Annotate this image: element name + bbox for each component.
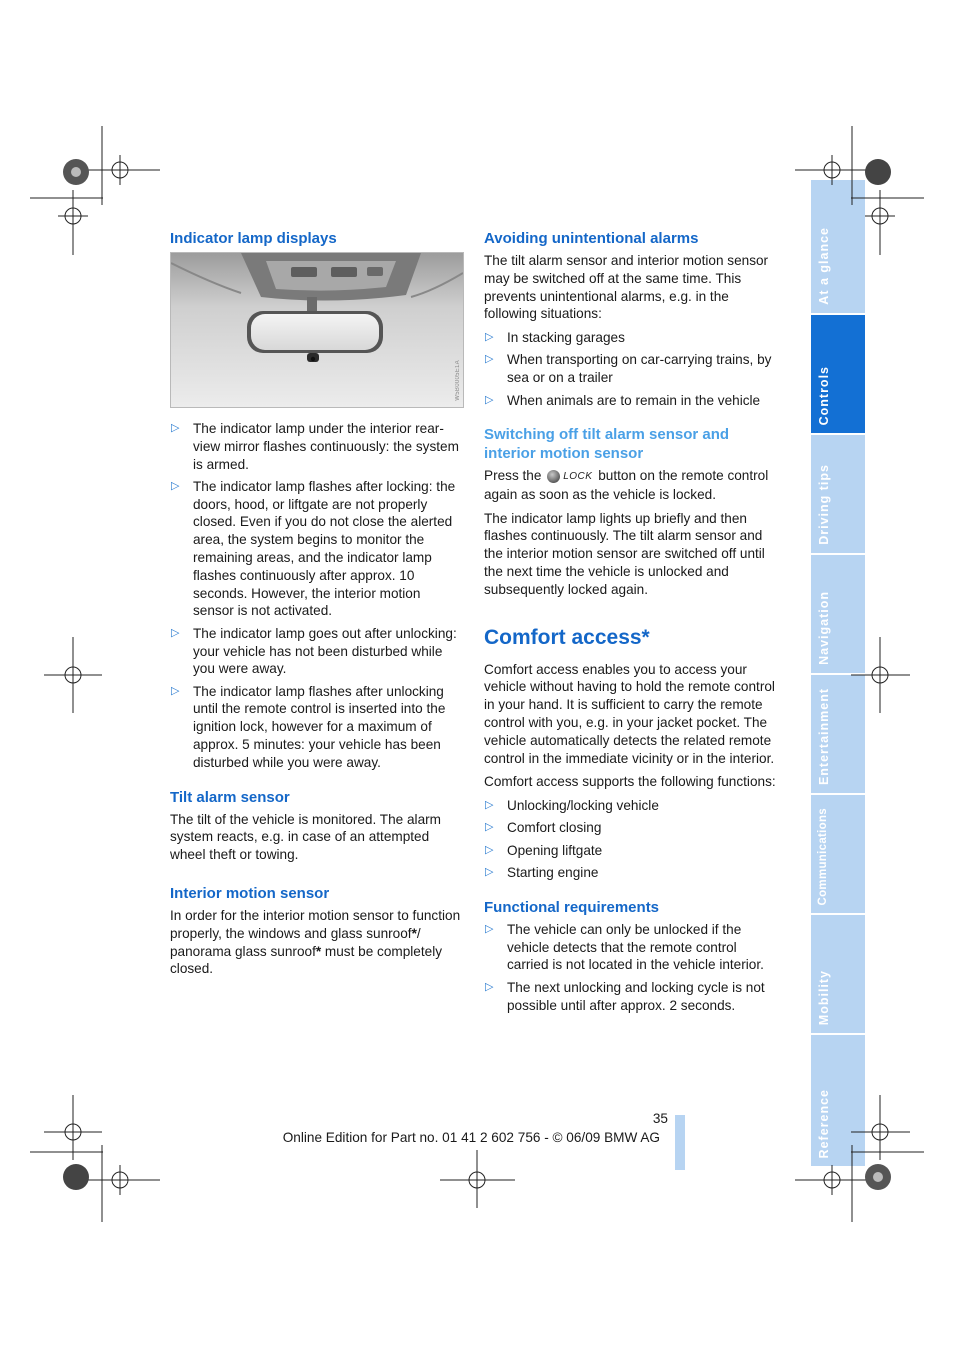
bullet-triangle-icon: ▷ xyxy=(485,353,494,366)
list-item: ▷ The indicator lamp flashes after locking: the doors, hood, or liftgate are not properly closed. Even if you do not close the alerted area, the system begins to monitor the remaining areas, and the indicator lamp flashes continuously after approx. 10 seconds. However, the interior motion sensor is not activated. xyxy=(171,478,456,619)
bullet-triangle-icon: ▷ xyxy=(171,684,180,697)
list-item: ▷ When animals are to remain in the vehicle xyxy=(485,392,761,408)
switch-off-heading: Switching off tilt alarm sensor and interior motion sensor xyxy=(484,426,730,463)
list-item: ▷ The indicator lamp goes out after unlocking: your vehicle has not been disturbed while you were away. xyxy=(171,625,457,677)
list-item: ▷ Opening liftgate xyxy=(485,842,603,858)
comfort-access-text-2: Comfort access supports the following functions: xyxy=(484,774,776,790)
bullet-triangle-icon: ▷ xyxy=(171,626,180,639)
bullet-triangle-icon: ▷ xyxy=(485,331,494,344)
tilt-alarm-heading: Tilt alarm sensor xyxy=(170,788,290,806)
page-number: 35 xyxy=(652,1111,668,1126)
bullet-triangle-icon: ▷ xyxy=(485,821,494,834)
list-item: ▷ The indicator lamp under the interior rear-view mirror flashes continuously: the system is armed. xyxy=(171,421,459,472)
figure-code: W5B0005E1A xyxy=(455,360,461,401)
bullet-triangle-icon: ▷ xyxy=(171,479,180,492)
bullet-triangle-icon: ▷ xyxy=(485,799,494,812)
interior-motion-text: In order for the interior motion sensor to function properly, the windows and glass sunroof*/ panorama glass sunroof* must be completely closed. xyxy=(170,908,461,977)
bullet-triangle-icon: ▷ xyxy=(485,922,494,935)
option-asterisk: * xyxy=(315,943,322,959)
tab-communications[interactable]: Communications xyxy=(811,795,865,913)
tab-at-a-glance[interactable]: At a glance xyxy=(811,180,865,313)
indicator-lamp-heading: Indicator lamp displays xyxy=(170,230,337,247)
bullet-triangle-icon: ▷ xyxy=(171,422,180,434)
bullet-triangle-icon: ▷ xyxy=(485,843,494,856)
bullet-triangle-icon: ▷ xyxy=(485,866,494,879)
interior-motion-heading: Interior motion sensor xyxy=(170,885,330,903)
tab-navigation[interactable]: Navigation xyxy=(811,555,865,673)
switch-off-text-2: The indicator lamp lights up briefly and then flashes continuously. The tilt alarm sensor and the interior motion sensor are switched off until the next time the vehicle is unlocked and subsequently locked again. xyxy=(484,510,765,597)
functional-requirements-heading: Functional requirements xyxy=(484,898,660,916)
tab-reference[interactable]: Reference xyxy=(811,1035,865,1166)
bullet-triangle-icon: ▷ xyxy=(485,980,494,993)
list-item: ▷ In stacking garages xyxy=(485,330,625,346)
list-item: ▷ The vehicle can only be unlocked if the vehicle detects that the remote control carried is not located in the vehicle interior. xyxy=(485,921,764,973)
tilt-alarm-text: The tilt of the vehicle is monitored. The alarm system reacts, e.g. in case of an attempted wheel theft or towing. xyxy=(170,811,441,863)
option-asterisk: * xyxy=(411,925,417,941)
list-item: ▷ The next unlocking and locking cycle is not possible until after approx. 2 seconds. xyxy=(485,979,765,1013)
tab-entertainment[interactable]: Entertainment xyxy=(811,675,865,793)
list-item: ▷ When transporting on car-carrying trains, by sea or on a trailer xyxy=(485,352,772,386)
list-item: ▷ The indicator lamp flashes after unlocking until the remote control is inserted into the ignition lock, however for a maximum of approx. 5 minutes: your vehicle has been disturbed while you were away. xyxy=(171,683,446,770)
list-item: ▷ Comfort closing xyxy=(485,820,602,836)
bullet-triangle-icon: ▷ xyxy=(485,393,494,406)
list-item: ▷ Unlocking/locking vehicle xyxy=(485,798,659,814)
avoid-alarms-heading: Avoiding unintentional alarms xyxy=(484,230,699,247)
tab-driving-tips[interactable]: Driving tips xyxy=(811,435,865,553)
tab-mobility[interactable]: Mobility xyxy=(811,915,865,1033)
switch-off-text: Press the LOCK button on the remote control again as soon as the vehicle is locked. xyxy=(484,468,769,502)
edition-footer: Online Edition for Part no. 01 41 2 602 756 - © 06/09 BMW AG xyxy=(282,1130,660,1145)
tab-controls[interactable]: Controls xyxy=(811,315,865,433)
comfort-access-heading: Comfort access* xyxy=(484,625,650,649)
avoid-alarms-text: The tilt alarm sensor and interior motion sensor may be switched off at the same time. This prevents unintentional alarms, e.g. in the following situations: xyxy=(484,253,769,322)
lock-button-icon: LOCK xyxy=(547,468,592,486)
comfort-access-text: Comfort access enables you to access your vehicle without having to hold the remote control in your hand. It is sufficient to carry the remote control with you, e.g. in your jacket pocket. The vehicle automatically detects the related remote control in the immediate vicinity or in the interior. xyxy=(484,661,775,766)
list-item: ▷ Starting engine xyxy=(485,865,599,881)
